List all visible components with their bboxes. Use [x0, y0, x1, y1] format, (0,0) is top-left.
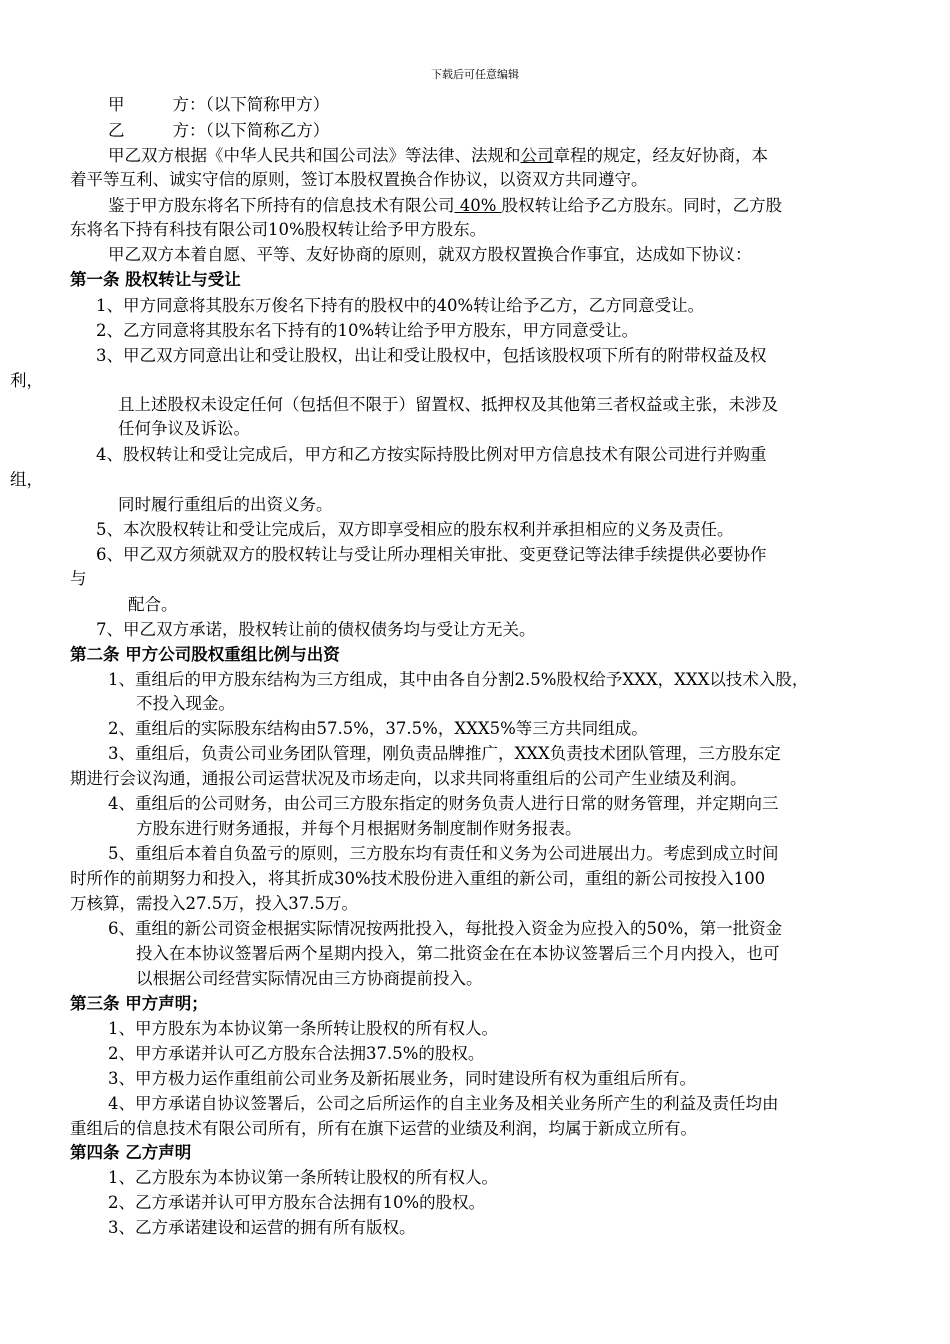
article-2-item-1-line2: 不投入现金。	[136, 694, 235, 713]
page-header: 下载后可任意编辑	[431, 68, 519, 81]
intro-p2-line2: 东将名下持有科技有限公司10%股权转让给予甲方股东。	[70, 220, 487, 239]
intro-p1-line1	[108, 145, 768, 167]
article-2-item-5-line1: 5、重组后本着自负盈亏的原则，三方股东均有责任和义务为公司进展出力。考虑到成立时间	[108, 844, 779, 863]
party-yi-desc: 方：（以下简称乙方）	[172, 121, 330, 140]
intro-p3: 甲乙双方本着自愿、平等、友好协商的原则，就双方股权置换合作事宜，达成如下协议：	[108, 245, 752, 264]
article-1-item-6-line3: 配合。	[128, 595, 178, 614]
article-4-title: 第四条 乙方声明	[70, 1143, 192, 1162]
article-1-item-5: 5、本次股权转让和受让完成后，双方即享受相应的股东权利并承担相应的义务及责任。	[96, 520, 734, 539]
article-2-item-2: 2、重组后的实际股东结构由57.5%，37.5%，XXX5%等三方共同组成。	[108, 719, 648, 738]
party-jia	[108, 94, 329, 116]
intro-p2-line1	[108, 195, 782, 217]
article-1-title: 第一条 股权转让与受让	[70, 270, 241, 289]
article-2-item-6-line2: 投入在本协议签署后两个星期内投入，第二批资金在在本协议签署后三个月内投入，也可	[136, 944, 780, 963]
party-yi	[108, 120, 329, 142]
article-1-item-6-line2: 与	[70, 569, 87, 588]
article-1-item-4-line3: 同时履行重组后的出资义务。	[118, 495, 333, 514]
article-3-item-1: 1、甲方股东为本协议第一条所转让股权的所有权人。	[108, 1019, 498, 1038]
article-4-item-1: 1、乙方股东为本协议第一条所转让股权的所有权人。	[108, 1168, 498, 1187]
party-yi-name: 乙	[108, 121, 125, 140]
article-1-item-4-line2: 组，	[10, 470, 43, 489]
article-2-item-3-line1: 3、重组后，负责公司业务团队管理，刚负责品牌推广，XXX负责技术团队管理，三方股东定	[108, 744, 781, 763]
article-1-item-4-line1: 4、股权转让和受让完成后，甲方和乙方按实际持股比例对甲方信息技术有限公司进行并购重	[96, 445, 767, 464]
article-2-item-6-line3: 以根据公司经营实际情况由三方协商提前投入。	[136, 969, 483, 988]
article-4-item-3: 3、乙方承诺建设和运营的拥有所有版权。	[108, 1218, 416, 1237]
intro-p1-underlined: 公司	[520, 146, 554, 165]
intro-p1-text-a: 甲乙双方根据《中华人民共和国公司法》等法律、法规和	[108, 146, 521, 165]
article-1-item-1: 1、甲方同意将其股东万俊名下持有的股权中的40%转让给予乙方，乙方同意受让。	[96, 296, 705, 315]
article-2-item-4-line2: 方股东进行财务通报，并每个月根据财务制度制作财务报表。	[136, 819, 582, 838]
article-2-title: 第二条 甲方公司股权重组比例与出资	[70, 645, 340, 664]
article-1-item-7: 7、甲乙双方承诺，股权转让前的债权债务均与受让方无关。	[96, 620, 536, 639]
article-2-item-5-line3: 万核算，需投入27.5万，投入37.5万。	[70, 894, 358, 913]
article-3-item-3: 3、甲方极力运作重组前公司业务及新拓展业务，同时建设所有权为重组后所有。	[108, 1069, 696, 1088]
intro-p1-text-b: 章程的规定，经友好协商，本	[553, 146, 768, 165]
party-jia-name: 甲	[108, 95, 125, 114]
article-1-item-3-line3: 且上述股权未设定任何（包括但不限于）留置权、抵押权及其他第三者权益或主张，未涉及	[118, 395, 778, 414]
intro-p1-line2: 着平等互利、诚实守信的原则，签订本股权置换合作协议，以资双方共同遵守。	[70, 170, 648, 189]
intro-p2-text-a: 鉴于甲方股东将名下所持有的信息技术有限公司	[108, 196, 455, 215]
article-1-item-2: 2、乙方同意将其股东名下持有的10%转让给予甲方股东，甲方同意受让。	[96, 321, 639, 340]
intro-p2-underlined: 40%	[454, 196, 502, 215]
article-2-item-5-line2: 时所作的前期努力和投入，将其折成30%技术股份进入重组的新公司，重组的新公司按投入100	[70, 869, 766, 888]
article-2-item-6-line1: 6、重组的新公司资金根据实际情况按两批投入，每批投入资金为应投入的50%，第一批资金	[108, 919, 783, 938]
article-1-item-6-line1: 6、甲乙双方须就双方的股权转让与受让所办理相关审批、变更登记等法律手续提供必要协作	[96, 545, 767, 564]
article-2-item-1-line1: 1、重组后的甲方股东结构为三方组成，其中由各自分割2.5%股权给予XXX，XXX以技术入股，	[108, 670, 809, 689]
article-1-item-3-line2: 利，	[10, 371, 43, 390]
article-3-item-4-line2: 重组后的信息技术有限公司所有，所有在旗下运营的业绩及利润，均属于新成立所有。	[70, 1119, 697, 1138]
party-jia-desc: 方：（以下简称甲方）	[172, 95, 330, 114]
article-3-item-2: 2、甲方承诺并认可乙方股东合法拥37.5%的股权。	[108, 1044, 485, 1063]
article-4-item-2: 2、乙方承诺并认可甲方股东合法拥有10%的股权。	[108, 1193, 486, 1212]
article-2-item-4-line1: 4、重组后的公司财务，由公司三方股东指定的财务负责人进行日常的财务管理，并定期向三	[108, 794, 779, 813]
article-3-title: 第三条 甲方声明；	[70, 994, 208, 1013]
article-1-item-3-line1: 3、甲乙双方同意出让和受让股权，出让和受让股权中，包括该股权项下所有的附带权益及权	[96, 346, 767, 365]
article-1-item-3-line4: 任何争议及诉讼。	[118, 419, 250, 438]
intro-p2-text-b: 股权转让给予乙方股东。同时，乙方股	[501, 196, 783, 215]
article-3-item-4-line1: 4、甲方承诺自协议签署后，公司之后所运作的自主业务及相关业务所产生的利益及责任均由	[108, 1094, 779, 1113]
article-2-item-3-line2: 期进行会议沟通，通报公司运营状况及市场走向，以求共同将重组后的公司产生业绩及利润。	[70, 769, 747, 788]
